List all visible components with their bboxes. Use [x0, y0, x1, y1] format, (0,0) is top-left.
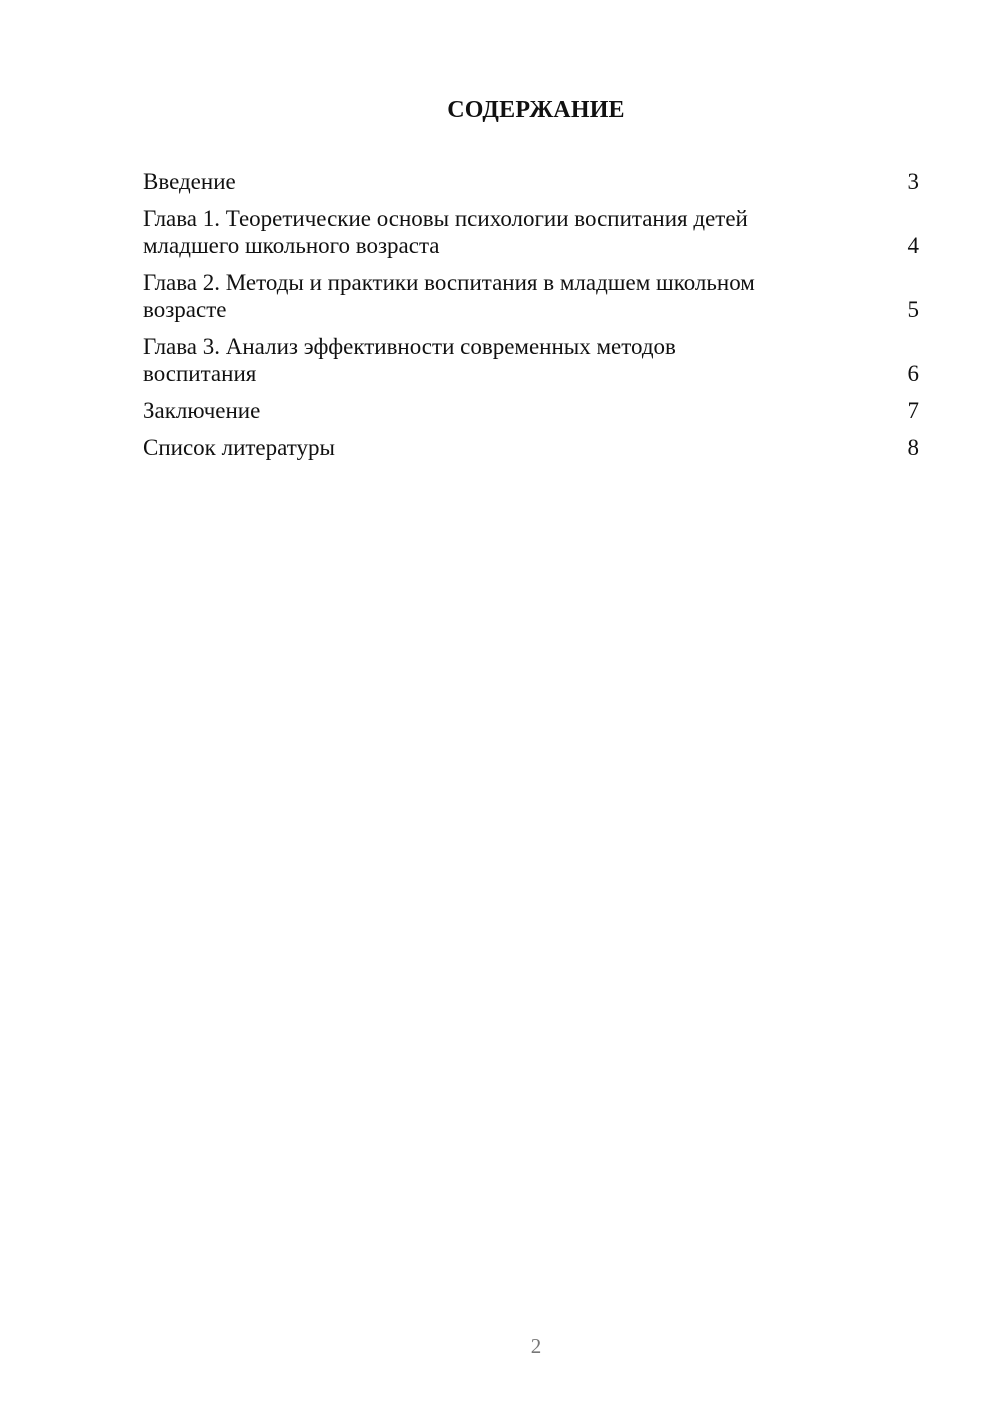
toc-item-page: 7 [907, 398, 919, 423]
toc-item-page: 5 [907, 297, 919, 322]
page-title: СОДЕРЖАНИЕ [447, 97, 625, 123]
toc-item-chapter-1 [143, 205, 919, 259]
toc-item-chapter-2 [143, 269, 919, 323]
page-number: 2 [530, 1334, 542, 1358]
toc-item-title: Глава 1. Теоретические основы психологии воспитания детей младшего школьного возраста [143, 206, 748, 258]
toc-item-title: Список литературы [143, 435, 335, 460]
toc-item-references [143, 434, 919, 461]
toc-item-page: 4 [907, 233, 919, 258]
toc-item-page: 8 [907, 435, 919, 460]
toc-item-title: Глава 3. Анализ эффективности современных методов воспитания [143, 334, 676, 386]
table-of-contents [143, 168, 919, 471]
toc-item-page: 3 [907, 169, 919, 194]
toc-item-introduction [143, 168, 919, 195]
toc-item-title: Введение [143, 169, 236, 194]
toc-item-conclusion [143, 397, 919, 424]
toc-item-chapter-3 [143, 333, 919, 387]
toc-item-title: Заключение [143, 398, 261, 423]
toc-item-title: Глава 2. Методы и практики воспитания в младшем школьном возрасте [143, 270, 755, 322]
toc-item-page: 6 [907, 361, 919, 386]
